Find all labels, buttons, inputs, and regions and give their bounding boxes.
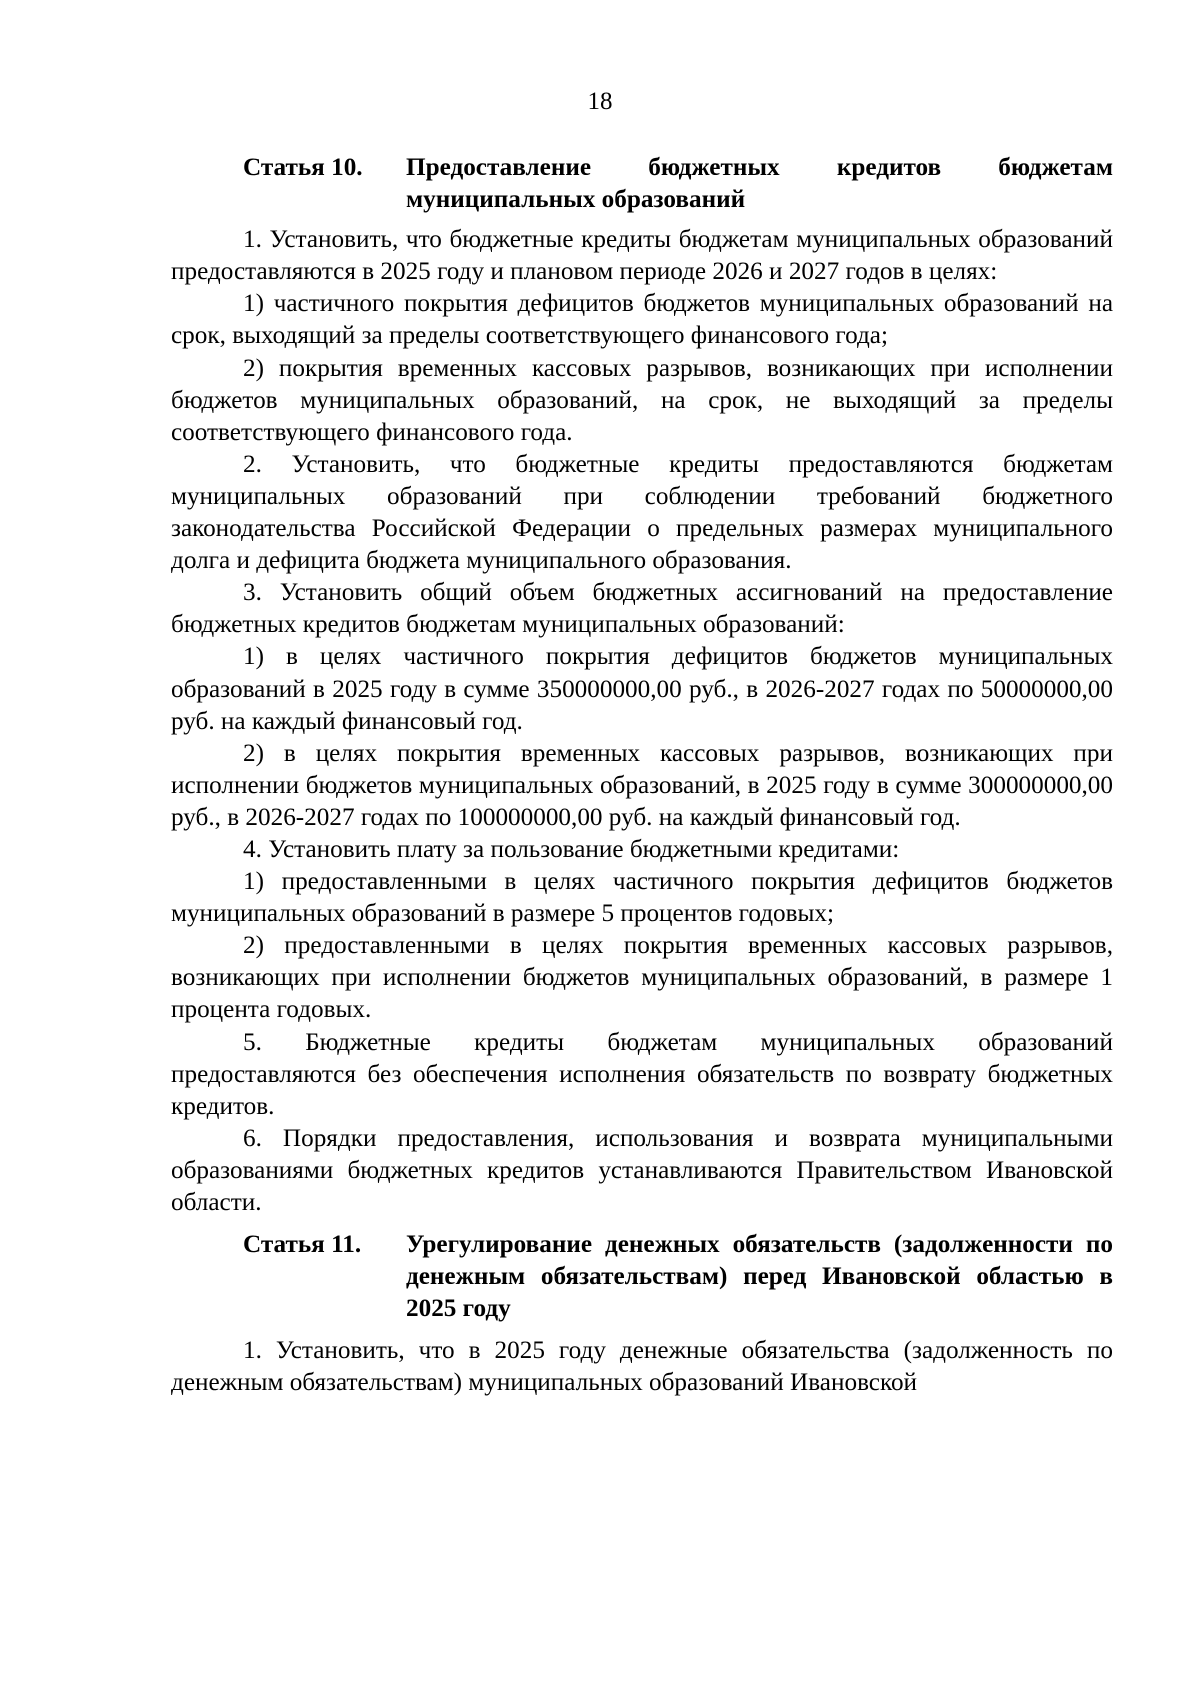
article-10-paragraph: 2. Установить, что бюджетные кредиты предоставляются бюджетам муниципальных образований при соблюдении требований бюджетного законодательства Российской Федерации о предельных размерах муниципального долга и дефицита бюджета муниципального образования. <box>171 450 1113 575</box>
article-11-paragraph: 1. Установить, что в 2025 году денежные обязательства (задолженность по денежным обязательствам) муниципальных образований Ивановской <box>171 1337 1113 1397</box>
article-10-paragraph: 2) в целях покрытия временных кассовых разрывов, возникающих при исполнении бюджетов муниципальных образований, в 2025 году в сумме 300000000,00 руб., в 2026-2027 годах по 100000000,00 руб. на каждый финансовый год. <box>171 739 1113 831</box>
document-body <box>171 152 1113 1400</box>
article-11-heading <box>243 1229 1113 1325</box>
article-10-label: Статья 10. <box>243 154 363 181</box>
article-11-title: Урегулирование денежных обязательств (задолженности по денежным обязательствам) перед Ивановской областью в 2025 году <box>406 1231 1113 1323</box>
article-10-paragraph: 6. Порядки предоставления, использования и возврата муниципальными образованиями бюджетных кредитов устанавливаются Правительством Ивановской области. <box>171 1124 1113 1216</box>
article-10-paragraph: 2) предоставленными в целях покрытия временных кассовых разрывов, возникающих при исполнении бюджетов муниципальных образований, в размере 1 процента годовых. <box>171 932 1113 1024</box>
article-10-paragraph: 1) в целях частичного покрытия дефицитов бюджетов муниципальных образований в 2025 году в сумме 350000000,00 руб., в 2026-2027 годах по 50000000,00 руб. на каждый финансовый год. <box>171 643 1113 735</box>
article-10-paragraph: 3. Установить общий объем бюджетных ассигнований на предоставление бюджетных кредитов бюджетам муниципальных образований: <box>171 579 1113 639</box>
article-10-paragraph: 1. Установить, что бюджетные кредиты бюджетам муниципальных образований предоставляются в 2025 году и плановом периоде 2026 и 2027 годов в целях: <box>171 226 1113 286</box>
article-10-title: Предоставление бюджетных кредитов бюджетам муниципальных образований <box>406 154 1113 214</box>
article-10-paragraph: 4. Установить плату за пользование бюджетными кредитами: <box>243 835 900 863</box>
article-10-heading <box>243 152 1113 216</box>
article-10-paragraph: 1) предоставленными в целях частичного покрытия дефицитов бюджетов муниципальных образований в размере 5 процентов годовых; <box>171 868 1113 928</box>
article-11-label: Статья 11. <box>243 1231 362 1259</box>
article-10-paragraph: 2) покрытия временных кассовых разрывов, возникающих при исполнении бюджетов муниципальных образований, на срок, не выходящий за пределы соответствующего финансового года. <box>171 354 1113 446</box>
page-number: 18 <box>587 88 613 115</box>
article-10-paragraph: 5. Бюджетные кредиты бюджетам муниципальных образований предоставляются без обеспечения исполнения обязательств по возврату бюджетных кредитов. <box>171 1028 1113 1120</box>
article-10-paragraph: 1) частичного покрытия дефицитов бюджетов муниципальных образований на срок, выходящий за пределы соответствующего финансового года; <box>171 290 1113 350</box>
